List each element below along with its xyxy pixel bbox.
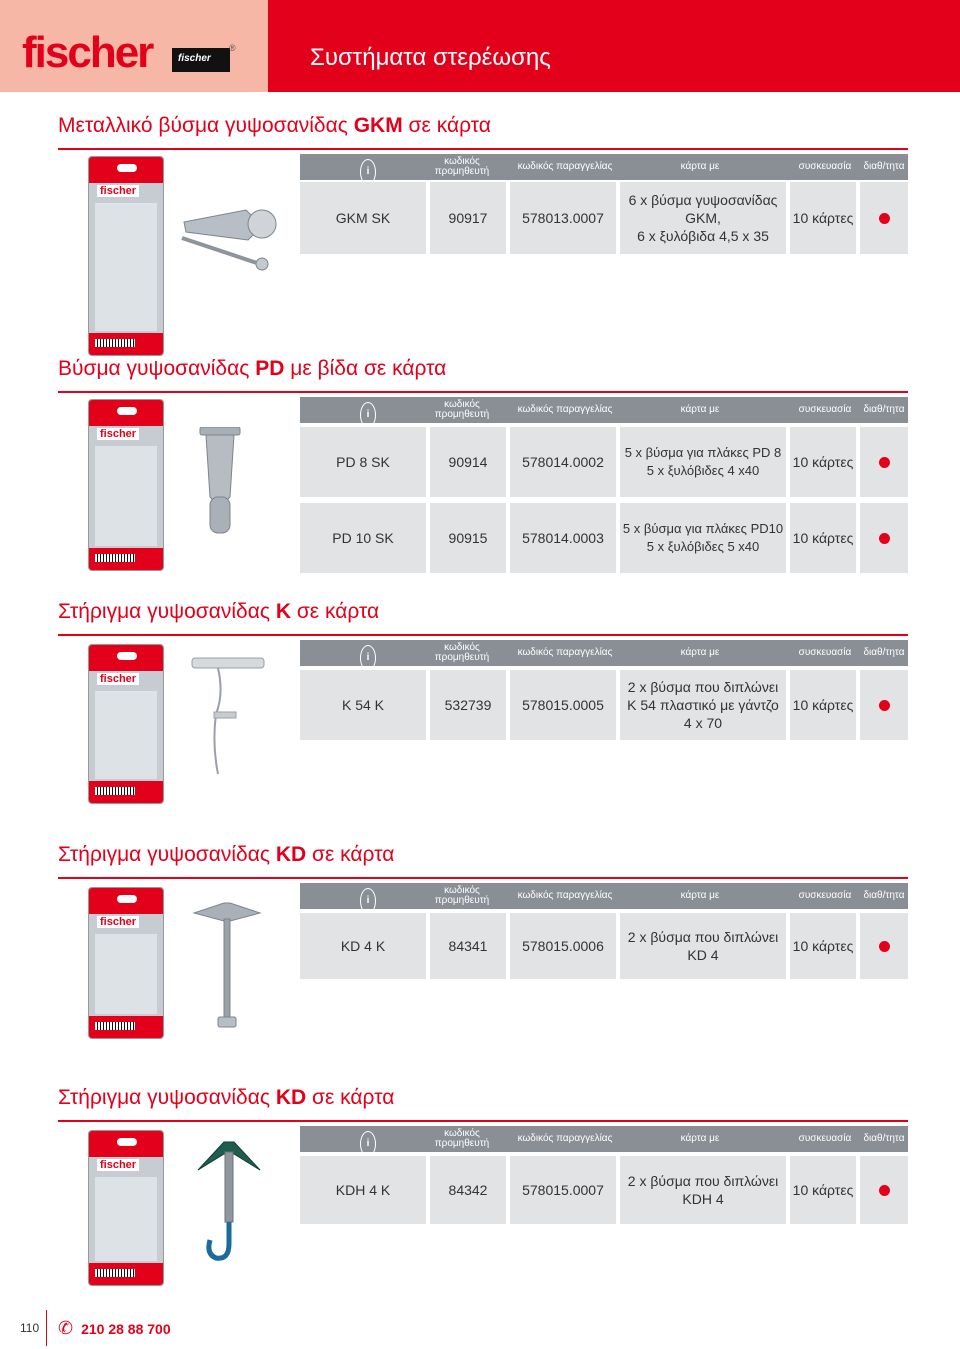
phone-number[interactable]: 210 28 88 700 (81, 1320, 171, 1337)
section-divider (58, 391, 908, 393)
info-icon[interactable]: i (360, 159, 376, 185)
col-supplier-code: κωδικός προμηθευτή (434, 399, 490, 420)
card-contents: 2 x βύσμα που διπλώνει KDH 4 (620, 1156, 786, 1224)
kd-anchor-product-image (190, 891, 264, 1031)
order-code: 578015.0007 (510, 1156, 616, 1224)
table-row (300, 913, 908, 979)
product-name: GKM SK (300, 182, 426, 254)
product-package-image: fischer (88, 399, 164, 571)
order-code: 578015.0005 (510, 670, 616, 740)
col-supplier-code: κωδικός προμηθευτή (434, 1128, 490, 1149)
registered-mark: ® (229, 43, 236, 53)
availability (860, 182, 908, 254)
availability-indicator (879, 457, 890, 468)
col-order-code: κωδικός παραγγελίας (517, 161, 613, 172)
availability (860, 913, 908, 979)
col-packaging: συσκευασία (798, 1133, 852, 1144)
col-order-code: κωδικός παραγγελίας (517, 1133, 613, 1144)
col-card-with: κάρτα με (680, 161, 720, 172)
supplier-code: 90917 (430, 182, 506, 254)
info-icon[interactable]: i (360, 888, 376, 914)
table-header (300, 883, 908, 909)
col-packaging: συσκευασία (798, 161, 852, 172)
section-title: Στήριγμα γυψοσανίδας KD σε κάρτα (58, 843, 395, 866)
info-icon[interactable]: i (360, 402, 376, 428)
card-contents: 2 x βύσμα που διπλώνει KD 4 (620, 913, 786, 979)
supplier-code: 84342 (430, 1156, 506, 1224)
product-name: KD 4 K (300, 913, 426, 979)
brand-badge: fischer (172, 48, 230, 72)
table-row (300, 1156, 908, 1224)
card-contents: 5 x βύσμα για πλάκες PD10 5 x ξυλόβιδες 5 x40 (620, 503, 786, 573)
availability (860, 427, 908, 497)
phone-icon: ✆ (58, 1318, 74, 1338)
section-title: Μεταλλικό βύσμα γυψοσανίδας GKM σε κάρτα (58, 114, 491, 137)
table-header (300, 640, 908, 666)
product-package-image: fischer (88, 887, 164, 1039)
section-title: Στήριγμα γυψοσανίδας KD σε κάρτα (58, 1086, 395, 1109)
section-divider (58, 148, 908, 150)
col-packaging: συσκευασία (798, 647, 852, 658)
product-package-image: fischer (88, 644, 164, 804)
section-title: Βύσμα γυψοσανίδας PD με βίδα σε κάρτα (58, 357, 447, 380)
col-availability: διαθ/τητα (863, 404, 905, 415)
product-name: KDH 4 K (300, 1156, 426, 1224)
availability (860, 1156, 908, 1224)
page-title: Συστήματα στερέωσης (310, 44, 551, 71)
packaging: 10 κάρτες (790, 1156, 856, 1224)
packaging: 10 κάρτες (790, 427, 856, 497)
table-row (300, 427, 908, 497)
col-availability: διαθ/τητα (863, 161, 905, 172)
col-supplier-code: κωδικός προμηθευτή (434, 156, 490, 177)
availability (860, 503, 908, 573)
table-header (300, 397, 908, 423)
availability-indicator (879, 1185, 890, 1196)
col-card-with: κάρτα με (680, 890, 720, 901)
availability-indicator (879, 213, 890, 224)
availability-indicator (879, 700, 890, 711)
pd-anchor-product-image (196, 427, 246, 537)
card-contents: 2 x βύσμα που διπλώνει K 54 πλαστικό με γάντζο 4 x 70 (620, 670, 786, 740)
section-title: Στήριγμα γυψοσανίδας K σε κάρτα (58, 600, 380, 623)
col-card-with: κάρτα με (680, 647, 720, 658)
product-name: PD 8 SK (300, 427, 426, 497)
packaging: 10 κάρτες (790, 913, 856, 979)
info-icon[interactable]: i (360, 645, 376, 671)
supplier-code: 90915 (430, 503, 506, 573)
card-contents: 5 x βύσμα για πλάκες PD 8 5 x ξυλόβιδες 4 x40 (620, 427, 786, 497)
page-number: 110 (20, 1321, 40, 1335)
col-supplier-code: κωδικός προμηθευτή (434, 642, 490, 663)
table-header (300, 154, 908, 180)
col-order-code: κωδικός παραγγελίας (517, 404, 613, 415)
availability (860, 670, 908, 740)
col-packaging: συσκευασία (798, 404, 852, 415)
col-card-with: κάρτα με (680, 404, 720, 415)
supplier-code: 532739 (430, 670, 506, 740)
page-header (0, 0, 960, 92)
col-card-with: κάρτα με (680, 1133, 720, 1144)
product-package-image: fischer (88, 1130, 164, 1286)
col-availability: διαθ/τητα (863, 1133, 905, 1144)
supplier-code: 84341 (430, 913, 506, 979)
table-row (300, 182, 908, 254)
availability-indicator (879, 941, 890, 952)
packaging: 10 κάρτες (790, 182, 856, 254)
availability-indicator (879, 533, 890, 544)
gkm-anchor-product-image (176, 192, 286, 272)
section-divider (58, 877, 908, 879)
table-row (300, 503, 908, 573)
brand-logo: fischer (22, 28, 153, 77)
product-name: PD 10 SK (300, 503, 426, 573)
info-icon[interactable]: i (360, 1131, 376, 1157)
brand-logo-area (0, 0, 268, 92)
table-row (300, 670, 908, 740)
col-packaging: συσκευασία (798, 890, 852, 901)
section-divider (58, 634, 908, 636)
footer-divider (46, 1310, 47, 1346)
col-availability: διαθ/τητα (863, 890, 905, 901)
col-supplier-code: κωδικός προμηθευτή (434, 885, 490, 906)
product-name: K 54 K (300, 670, 426, 740)
kdh-anchor-product-image (194, 1136, 264, 1266)
section-divider (58, 1120, 908, 1122)
k-anchor-product-image (190, 654, 270, 784)
packaging: 10 κάρτες (790, 503, 856, 573)
order-code: 578015.0006 (510, 913, 616, 979)
packaging: 10 κάρτες (790, 670, 856, 740)
table-header (300, 1126, 908, 1152)
order-code: 578014.0002 (510, 427, 616, 497)
col-order-code: κωδικός παραγγελίας (517, 647, 613, 658)
col-order-code: κωδικός παραγγελίας (517, 890, 613, 901)
col-availability: διαθ/τητα (863, 647, 905, 658)
product-package-image: fischer (88, 156, 164, 356)
order-code: 578013.0007 (510, 182, 616, 254)
footer-contact (58, 1318, 171, 1339)
card-contents: 6 x βύσμα γυψοσανίδας GKM, 6 x ξυλόβιδα 4,5 x 35 (620, 182, 786, 254)
supplier-code: 90914 (430, 427, 506, 497)
order-code: 578014.0003 (510, 503, 616, 573)
